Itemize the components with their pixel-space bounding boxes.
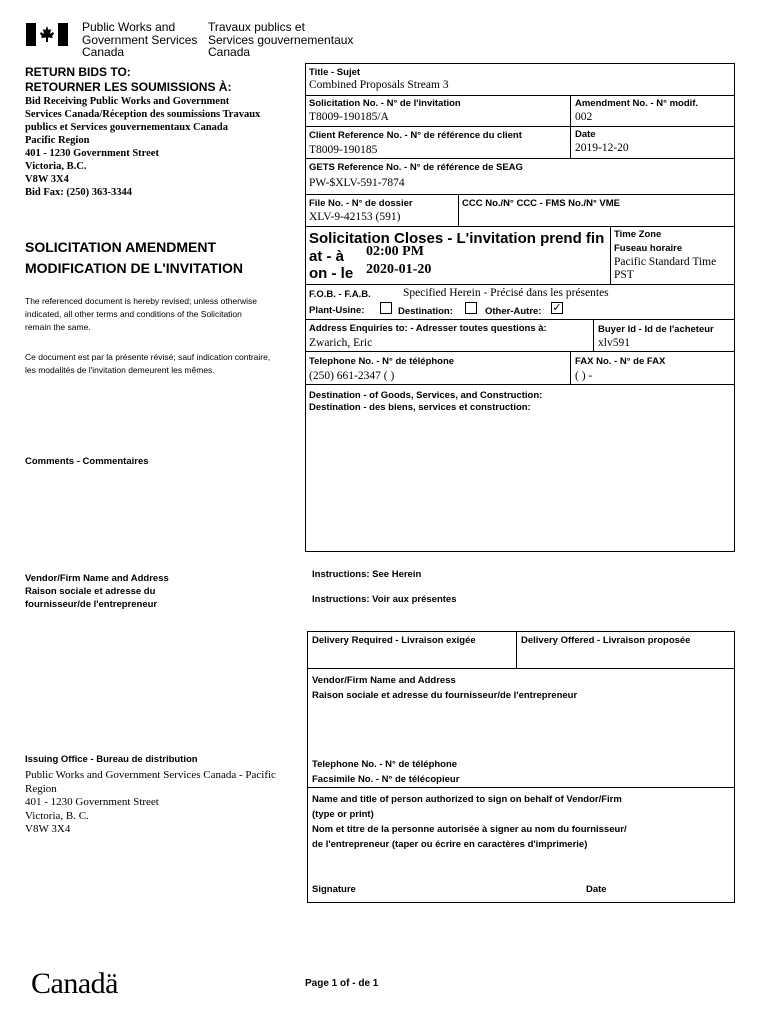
file-no-label: File No. - N° de dossier [309, 198, 413, 209]
client-ref-label: Client Reference No. - N° de référence du client [309, 130, 522, 141]
time-zone-value: Pacific Standard Time [614, 256, 717, 268]
solicitation-no-label: Solicitation No. - N° de l'invitation [309, 98, 461, 109]
canada-flag-icon [26, 23, 68, 46]
closing-time-value: 02:00 PM [366, 244, 424, 259]
solicitation-no-value: T8009-190185/A [309, 111, 389, 123]
on-label: on - le [309, 265, 354, 282]
vendor-left-label: Vendor/Firm Name and Address Raison sociale et adresse du fournisseur/de l'entrepreneur [25, 573, 169, 610]
other-autre-label: Other-Autre: [485, 306, 542, 317]
fob-label: F.O.B. - F.A.B. [309, 289, 371, 300]
at-label: at - à [309, 248, 345, 265]
vendor-name-label: Vendor/Firm Name and Address Raison sociale et adresse du fournisseur/de l'entrepreneur [312, 675, 578, 701]
destination-goods-label: Destination - of Goods, Services, and Construction: Destination - des biens, services et construction: [309, 390, 543, 413]
enquiries-label: Address Enquiries to: - Adresser toutes questions à: [309, 323, 547, 334]
gets-ref-label: GETS Reference No. - N° de référence de SEAG [309, 162, 523, 173]
amendment-no-value: 002 [575, 111, 593, 123]
issuing-office-label: Issuing Office - Bureau de distribution [25, 754, 198, 765]
destination-label: Destination: [398, 306, 453, 317]
fax-label: FAX No. - N° de FAX [575, 356, 666, 367]
ccc-no-label: CCC No./N° CCC - FMS No./N° VME [462, 198, 621, 209]
destination-checkbox[interactable] [465, 302, 477, 314]
return-bids-heading: RETURN BIDS TO: RETOURNER LES SOUMISSIONS À: [25, 65, 232, 94]
time-zone-abbr: PST [614, 269, 634, 281]
client-ref-value: T8009-190185 [309, 144, 378, 156]
amendment-note-fr: Ce document est par la présente révisé; sauf indication contraire, les modalités de l'invitation demeurent les mêmes. [25, 352, 271, 375]
page-number: Page 1 of - de 1 [305, 978, 379, 989]
department-name-fr: Travaux publics et Services gouvernementaux Canada [208, 20, 354, 59]
canada-wordmark-logo: Canadä [31, 967, 118, 1000]
delivery-required-label: Delivery Required - Livraison exigée [312, 635, 476, 646]
authorized-signer-label: Name and title of person authorized to sign on behalf of Vendor/Firm (type or print) Nom et titre de la personne autorisée à signer au nom du fournisseur/ de l'entrepreneur (taper ou écrire en caractères d'imprimerie) [312, 794, 627, 850]
title-value: Combined Proposals Stream 3 [309, 79, 449, 91]
vendor-facsimile-label: Facsimile No. - N° de télécopieur [312, 774, 460, 785]
fob-value: Specified Herein - Précisé dans les présentes [403, 287, 609, 299]
date-label: Date [575, 129, 596, 140]
telephone-value: (250) 661-2347 ( ) [309, 370, 395, 382]
instructions-fr: Instructions: Voir aux présentes [312, 594, 457, 605]
signature-label: Signature [312, 884, 356, 895]
enquiries-value: Zwarich, Eric [309, 337, 373, 349]
date-signed-label: Date [586, 884, 607, 895]
closing-date-value: 2020-01-20 [366, 262, 432, 277]
comments-label: Comments - Commentaires [25, 456, 149, 467]
buyer-id-label: Buyer Id - Id de l'acheteur [598, 324, 714, 335]
checkmark-icon: ✓ [552, 301, 562, 314]
time-zone-label: Time Zone [614, 229, 662, 240]
gets-ref-value: PW-$XLV-591-7874 [309, 177, 405, 189]
plant-usine-checkbox[interactable] [380, 302, 392, 314]
title-label: Title - Sujet [309, 67, 361, 78]
delivery-offered-label: Delivery Offered - Livraison proposée [521, 635, 691, 646]
amendment-title: SOLICITATION AMENDMENT MODIFICATION DE L'INVITATION [25, 239, 243, 276]
telephone-label: Telephone No. - N° de téléphone [309, 356, 455, 367]
buyer-id-value: xlv591 [598, 337, 630, 349]
date-value: 2019-12-20 [575, 142, 629, 154]
fax-value: ( ) - [575, 370, 593, 382]
plant-usine-label: Plant-Usine: [309, 305, 365, 316]
vendor-telephone-label: Telephone No. - N° de téléphone [312, 759, 458, 770]
amendment-no-label: Amendment No. - N° modif. [575, 98, 699, 109]
amendment-note-en: The referenced document is hereby revised; unless otherwise indicated, all other terms and conditions of the Solicitation remain the same. [25, 296, 257, 332]
time-zone-label-fr: Fuseau horaire [614, 243, 683, 254]
file-no-value: XLV-9-42153 (591) [309, 211, 401, 223]
solicitation-closes-label: Solicitation Closes - L'invitation prend fin [309, 230, 605, 247]
instructions-en: Instructions: See Herein [312, 569, 422, 580]
other-autre-checkbox[interactable] [551, 302, 563, 314]
return-bids-address: Bid Receiving Public Works and Government Services Canada/Réception des soumissions Travaux publics et Services gouvernementaux Canada Pacific Region 401 - 1230 Government Street Victoria, B.C. V8W 3X4 Bid Fax: (250) 363-3344 [25, 96, 261, 198]
department-name-en: Public Works and Government Services Canada [82, 20, 198, 59]
issuing-office-address: Public Works and Government Services Canada - Pacific Region 401 - 1230 Government Street Victoria, B. C. V8W 3X4 [25, 769, 276, 835]
